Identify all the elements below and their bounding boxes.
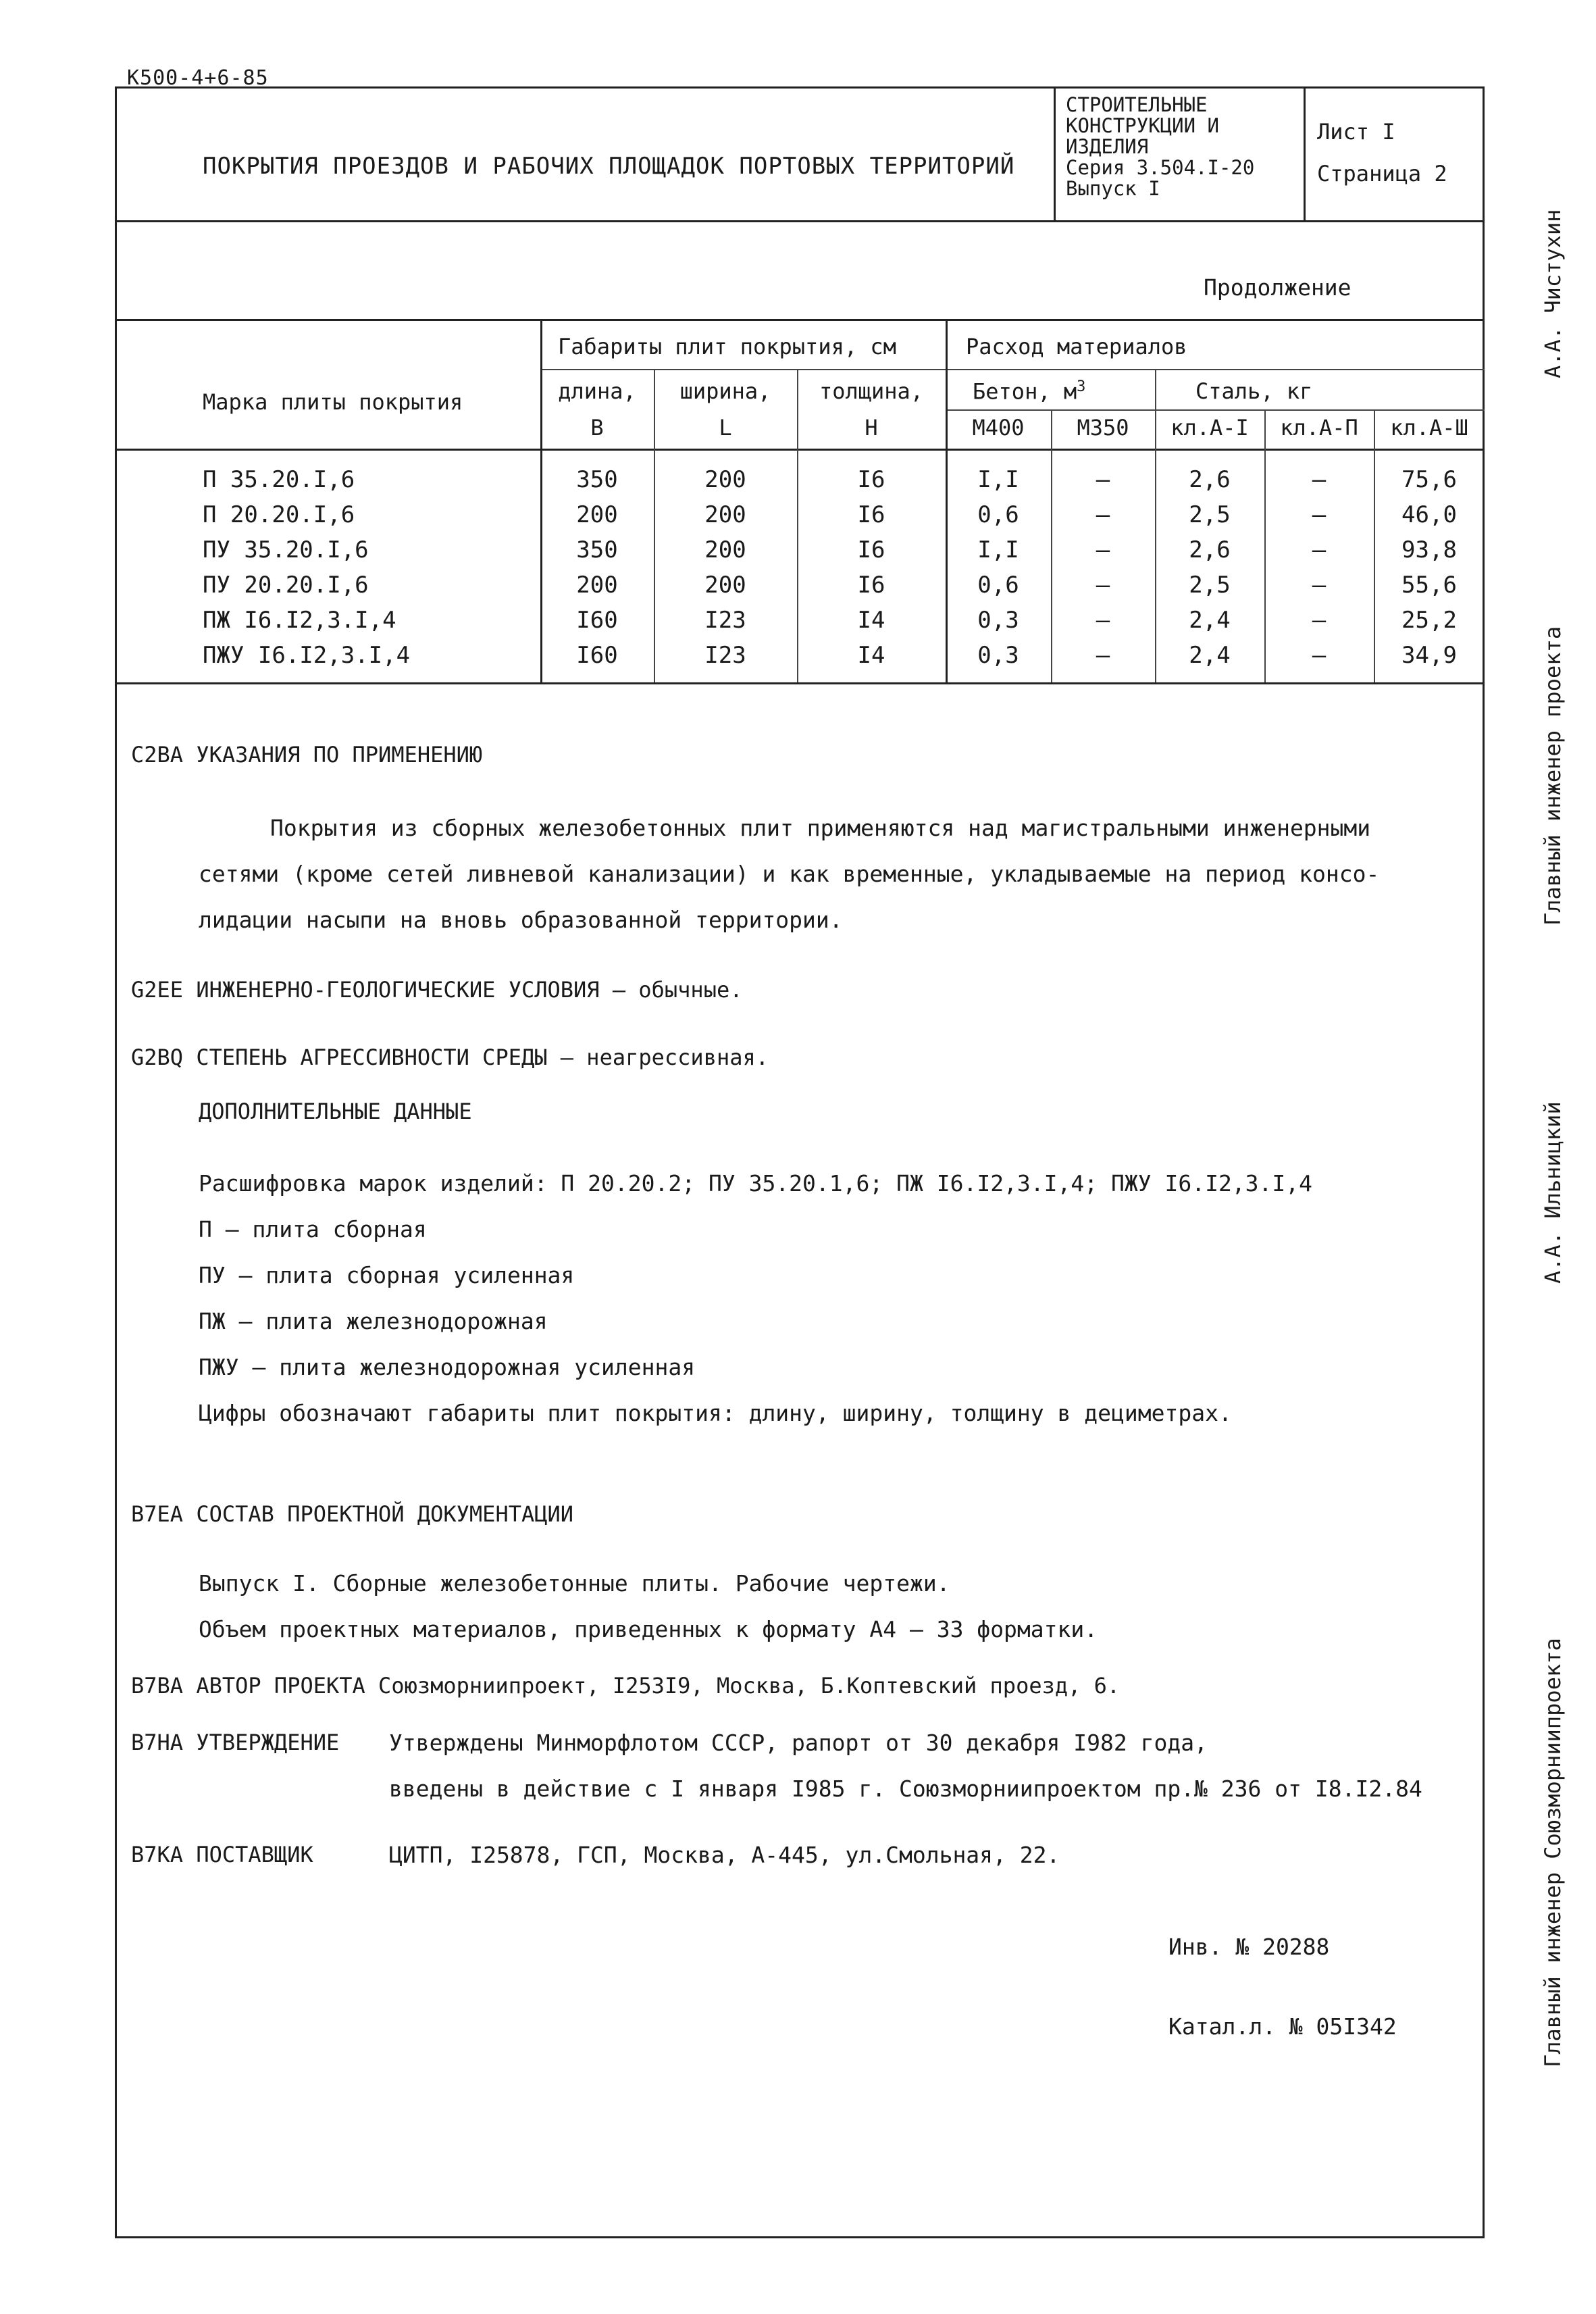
section-code: В7НА (131, 1730, 184, 1755)
cell-width: 200 (704, 572, 746, 599)
col-header-a3: кл.А-Ш (1390, 415, 1468, 441)
section-title: АВТОР ПРОЕКТА (196, 1673, 365, 1699)
series-line: Выпуск I (1066, 177, 1160, 200)
section-code: G2EE (131, 977, 184, 1003)
section-approval (131, 1730, 339, 1755)
col-header-steel: Сталь, кг (1195, 378, 1313, 404)
cell-m350: – (1096, 607, 1110, 634)
cell-width: 200 (704, 466, 746, 493)
supplier-value: ЦИТП, I25878, ГСП, Москва, А-445, ул.Смольная, 22. (389, 1842, 1060, 1868)
usage-line-3: лидации насыпи на вновь образованной территории. (199, 907, 843, 933)
cell-length: I60 (576, 607, 618, 634)
section-title: ПОСТАВЩИК (196, 1842, 313, 1867)
concrete-unit-sup: 3 (1077, 378, 1086, 395)
extra-line-3: ПУ – плита сборная усиленная (199, 1262, 575, 1288)
cell-m400: 0,6 (977, 501, 1019, 528)
series-line: ИЗДЕЛИЯ (1066, 135, 1149, 158)
section-supplier (131, 1842, 313, 1867)
cell-m350: – (1096, 572, 1110, 599)
section-value: – неагрессивная. (547, 1045, 769, 1070)
materials-subline (946, 369, 1485, 370)
extra-line-6: Цифры обозначают габариты плит покрытия: длину, ширину, толщину в дециметрах. (199, 1400, 1232, 1426)
approval-line-1: Утверждены Минморфлотом СССР, рапорт от 30 декабря I982 года, (389, 1730, 1208, 1756)
col-header-concrete (973, 378, 1085, 405)
cell-m400: 0,3 (977, 642, 1019, 669)
cell-steel-a1: 2,5 (1189, 501, 1231, 528)
col-header-thickness: толщина, (819, 378, 924, 404)
col-header-width-sym: L (719, 415, 732, 441)
section-usage-heading (131, 742, 482, 768)
inventory-number: Инв. № 20288 (1168, 1934, 1330, 1960)
usage-line-1: Покрытия из сборных железобетонных плит применяются над магистральными инженерными (270, 815, 1371, 841)
cell-mark: ПУ 20.20.I,6 (203, 572, 369, 599)
cell-thickness: I6 (857, 501, 885, 528)
cell-mark: П 35.20.I,6 (203, 466, 355, 493)
composition-line-2: Объем проектных материалов, приведенных к формату А4 – 33 форматки. (199, 1616, 1098, 1642)
side-label-top: А.А. Чистухин (1540, 209, 1566, 378)
sheet-number: Лист I (1317, 119, 1395, 145)
cell-mark: П 20.20.I,6 (203, 501, 355, 528)
cell-steel-a3: 75,6 (1401, 466, 1457, 493)
section-title: УТВЕРЖДЕНИЕ (196, 1730, 340, 1755)
document-title: ПОКРЫТИЯ ПРОЕЗДОВ И РАБОЧИХ ПЛОЩАДОК ПОРТОВЫХ ТЕРРИТОРИЙ (203, 153, 1015, 180)
cell-m400: I,I (977, 466, 1019, 493)
cell-steel-a3: 55,6 (1401, 572, 1457, 599)
cell-steel-a1: 2,6 (1189, 466, 1231, 493)
cell-width: I23 (704, 607, 746, 634)
usage-line-2: сетями (кроме сетей ливневой канализации) и как временные, укладываемые на период консо- (199, 861, 1380, 887)
cell-m350: – (1096, 466, 1110, 493)
cell-steel-a1: 2,4 (1189, 607, 1231, 634)
cell-length: 350 (576, 466, 618, 493)
series-block (1066, 95, 1295, 199)
side-label-middle-name: А.А. Ильницкий (1540, 1101, 1566, 1284)
header-vdivider-1 (1054, 86, 1056, 220)
cell-length: 200 (576, 501, 618, 528)
cell-steel-a1: 2,5 (1189, 572, 1231, 599)
section-code: G2BQ (131, 1045, 184, 1070)
table-header-bottom (115, 449, 1485, 451)
extra-line-5: ПЖУ – плита железнодорожная усиленная (199, 1354, 696, 1380)
cell-steel-a1: 2,4 (1189, 642, 1231, 669)
col-header-a2: кл.А-П (1280, 415, 1358, 441)
section-composition-heading (131, 1501, 573, 1527)
catalog-number: Катал.л. № 05I342 (1168, 2013, 1397, 2040)
cell-width: 200 (704, 501, 746, 528)
series-line: КОНСТРУКЦИИ И (1066, 114, 1219, 137)
col-header-a1: кл.А-I (1170, 415, 1249, 441)
table-bottom-line (115, 682, 1485, 684)
cell-width: 200 (704, 536, 746, 563)
cell-steel-a2: – (1312, 607, 1327, 634)
col-header-m400: М400 (972, 415, 1025, 441)
series-line: СТРОИТЕЛЬНЫЕ (1066, 93, 1208, 116)
continuation-label: Продолжение (1204, 274, 1352, 301)
composition-line-1: Выпуск I. Сборные железобетонные плиты. Рабочие чертежи. (199, 1570, 950, 1596)
section-code: В7ВА (131, 1673, 184, 1699)
page-number: Страница 2 (1317, 161, 1447, 186)
cell-m400: I,I (977, 536, 1019, 563)
header-divider (115, 220, 1485, 222)
section-extra-heading: ДОПОЛНИТЕЛЬНЫЕ ДАННЫЕ (199, 1099, 472, 1124)
cell-m350: – (1096, 536, 1110, 563)
cell-m400: 0,3 (977, 607, 1019, 634)
col-header-thickness-sym: H (865, 415, 878, 441)
cell-width: I23 (704, 642, 746, 669)
document-code: К500-4+6-85 (127, 66, 269, 90)
cell-length: I60 (576, 642, 618, 669)
col-header-width: ширина, (679, 378, 771, 404)
cell-steel-a3: 34,9 (1401, 642, 1457, 669)
cell-steel-a3: 25,2 (1401, 607, 1457, 634)
col-group-dims: Габариты плит покрытия, см (558, 334, 896, 359)
cell-thickness: I4 (857, 607, 885, 634)
col-header-m350: М350 (1077, 415, 1129, 441)
section-value: Союзморниипроект, I253I9, Москва, Б.Коптевский проезд, 6. (378, 1673, 1121, 1699)
header-vdivider-2 (1304, 86, 1306, 220)
cell-steel-a1: 2,6 (1189, 536, 1231, 563)
cell-steel-a3: 93,8 (1401, 536, 1457, 563)
col-header-mark: Марка плиты покрытия (203, 389, 463, 415)
cell-mark: ПЖ I6.I2,3.I,4 (203, 607, 396, 634)
cell-steel-a2: – (1312, 572, 1327, 599)
dims-subline (540, 369, 946, 370)
section-aggressiveness-heading (131, 1045, 769, 1070)
units-subline (946, 409, 1485, 411)
section-title: УКАЗАНИЯ ПО ПРИМЕНЕНИЮ (196, 742, 483, 768)
cell-steel-a2: – (1312, 466, 1327, 493)
section-title: СОСТАВ ПРОЕКТНОЙ ДОКУМЕНТАЦИИ (196, 1501, 574, 1527)
cell-steel-a3: 46,0 (1401, 501, 1457, 528)
series-line: Серия 3.504.I-20 (1066, 156, 1255, 179)
cell-steel-a2: – (1312, 501, 1327, 528)
approval-line-2: введены в действие с I января I985 г. Союзморниипроектом пр.№ 236 от I8.I2.84 (389, 1776, 1422, 1802)
cell-thickness: I6 (857, 536, 885, 563)
cell-mark: ПЖУ I6.I2,3.I,4 (203, 642, 411, 669)
side-label-bottom: Главный инженер Союзморниипроекта (1540, 1638, 1566, 2067)
concrete-label: Бетон, м (973, 378, 1077, 405)
section-geo-heading (131, 977, 742, 1003)
cell-thickness: I6 (857, 572, 885, 599)
cell-m350: – (1096, 642, 1110, 669)
section-title: ИНЖЕНЕРНО-ГЕОЛОГИЧЕСКИЕ УСЛОВИЯ (196, 977, 600, 1003)
section-value: – обычные. (599, 977, 743, 1003)
cell-thickness: I6 (857, 466, 885, 493)
extra-line-1: Расшифровка марок изделий: П 20.20.2; ПУ 35.20.1,6; ПЖ I6.I2,3.I,4; ПЖУ I6.I2,3.I,4 (199, 1170, 1313, 1197)
cell-length: 350 (576, 536, 618, 563)
col-header-length-sym: B (590, 415, 604, 441)
cell-mark: ПУ 35.20.I,6 (203, 536, 369, 563)
section-title: СТЕПЕНЬ АГРЕССИВНОСТИ СРЕДЫ (196, 1045, 548, 1070)
cell-m350: – (1096, 501, 1110, 528)
section-code: В7ЕА (131, 1501, 184, 1527)
cell-thickness: I4 (857, 642, 885, 669)
extra-line-2: П – плита сборная (199, 1216, 427, 1242)
section-code: В7КА (131, 1842, 184, 1867)
side-label-middle-title: Главный инженер проекта (1540, 626, 1566, 926)
cell-m400: 0,6 (977, 572, 1019, 599)
extra-line-4: ПЖ – плита железнодорожная (199, 1308, 548, 1334)
section-code: С2ВА (131, 742, 184, 768)
col-group-materials: Расход материалов (966, 334, 1187, 359)
table-top-line (115, 319, 1485, 321)
cell-steel-a2: – (1312, 536, 1327, 563)
col-header-length: длина, (558, 378, 636, 404)
cell-steel-a2: – (1312, 642, 1327, 669)
section-author (131, 1673, 1120, 1699)
cell-length: 200 (576, 572, 618, 599)
